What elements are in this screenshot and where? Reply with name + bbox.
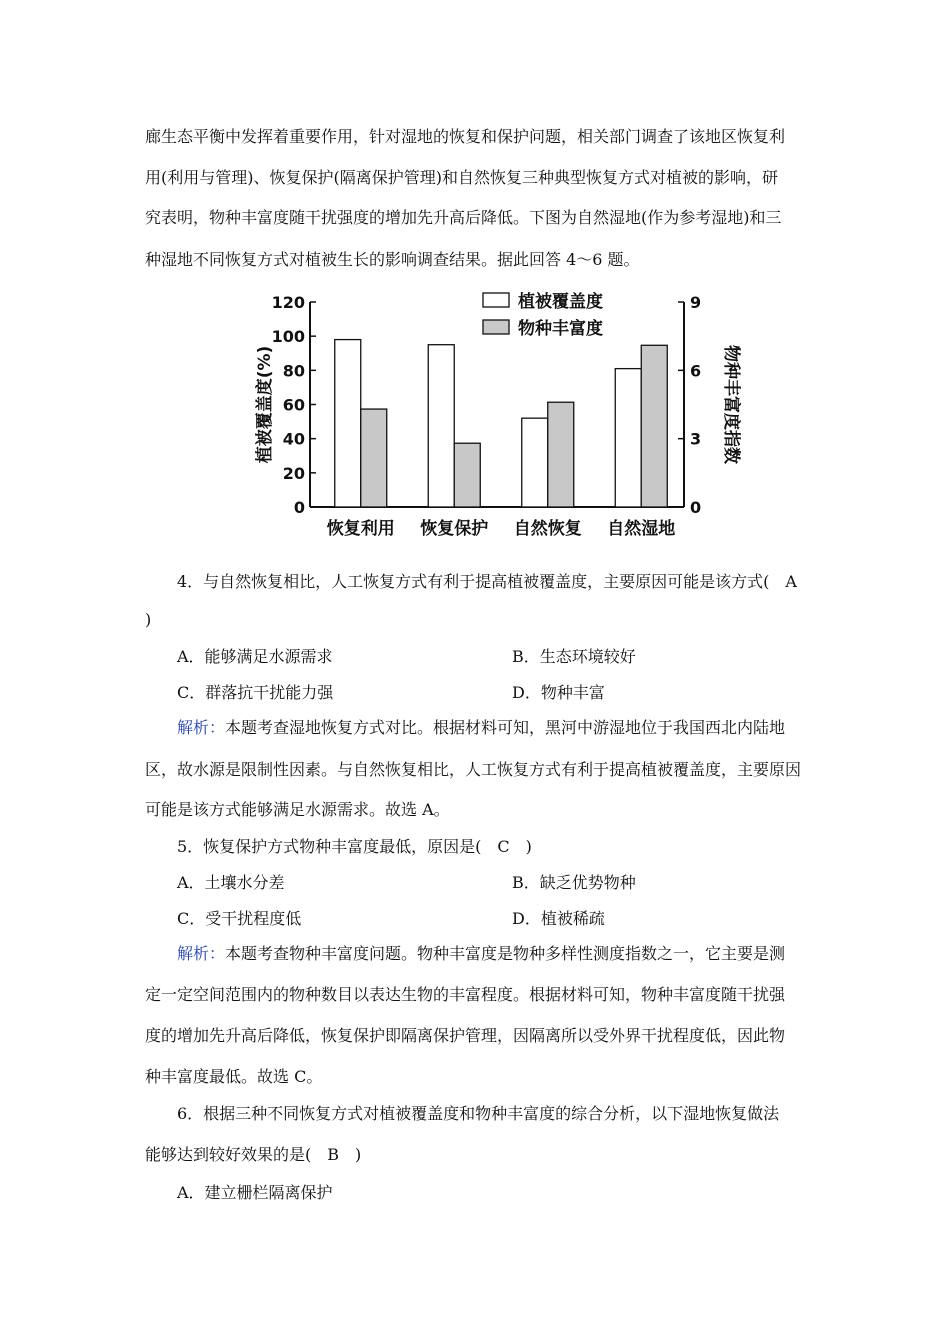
category-label: 恢复利用 — [326, 519, 395, 539]
left-tick-label: 120 — [271, 293, 305, 312]
bar-richness — [548, 402, 574, 507]
legend-swatch — [483, 293, 509, 307]
q5-option-c: C．受干扰程度低 — [177, 909, 302, 928]
left-tick-label: 100 — [271, 327, 305, 347]
intro-line-2: 用(利用与管理)、恢复保护(隔离保护管理)和自然恢复三种典型恢复方式对植被的影响，研 — [145, 168, 778, 187]
category-label: 恢复保护 — [420, 519, 489, 539]
q6-stem-line-2: 能够达到较好效果的是( B ) — [145, 1145, 362, 1164]
q4-stem-line-2: ) — [145, 610, 152, 629]
q5-analysis-line-1 — [177, 944, 785, 964]
q5-option-d: D．植被稀疏 — [512, 909, 605, 928]
legend-label: 植被覆盖度 — [518, 292, 603, 312]
q5-stem: 5．恢复保护方式物种丰富度最低，原因是( C ) — [177, 837, 532, 856]
bar-coverage — [615, 369, 641, 507]
bar-coverage — [522, 418, 548, 507]
category-label: 自然恢复 — [513, 519, 582, 539]
bar-richness — [361, 409, 387, 507]
right-tick-label: 6 — [690, 361, 702, 381]
q5-analysis-label: 解析： — [177, 944, 226, 963]
q5-analysis-line-3: 度的增加先升高后降低，恢复保护即隔离保护管理，因隔离所以受外界干扰程度低，因此物 — [145, 1026, 786, 1045]
right-tick-label: 0 — [690, 498, 702, 517]
left-tick-label: 40 — [282, 429, 305, 449]
legend-label: 物种丰富度 — [518, 319, 603, 339]
q4-stem-line-1: 4．与自然恢复相比，人工恢复方式有利于提高植被覆盖度，主要原因可能是该方式( A — [177, 572, 797, 591]
q5-option-a: A．土壤水分差 — [177, 873, 285, 892]
bar-coverage — [428, 345, 454, 507]
left-tick-label: 80 — [282, 361, 305, 381]
right-tick-label: 3 — [690, 429, 702, 449]
q4-analysis-text-1: 本题考查湿地恢复方式对比。根据材料可知，黑河中游湿地位于我国西北内陆地 — [225, 718, 786, 737]
legend-swatch — [483, 320, 509, 334]
category-label: 自然湿地 — [607, 519, 676, 539]
intro-line-1: 廊生态平衡中发挥着重要作用，针对湿地的恢复和保护问题，相关部门调查了该地区恢复利 — [145, 127, 786, 146]
q5-option-b: B．缺乏优势物种 — [512, 873, 636, 892]
q4-analysis-line-3: 可能是该方式能够满足水源需求。故选 A。 — [145, 800, 450, 819]
intro-line-3: 究表明，物种丰富度随干扰强度的增加先升高后降低。下图为自然湿地(作为参考湿地)和三 — [145, 208, 782, 227]
left-tick-label: 60 — [282, 395, 305, 415]
left-axis-title: 植被覆盖度(%) — [255, 345, 275, 464]
q4-option-a: A．能够满足水源需求 — [177, 647, 333, 666]
bar-richness — [641, 345, 667, 507]
bar-chart — [248, 285, 748, 547]
left-tick-label: 0 — [293, 498, 305, 517]
bar-coverage — [335, 340, 361, 507]
q5-analysis-text-1: 本题考查物种丰富度问题。物种丰富度是物种多样性测度指数之一，它主要是测 — [225, 944, 786, 963]
right-tick-label: 9 — [690, 293, 702, 312]
q5-analysis-line-2: 定一定空间范围内的物种数目以表达生物的丰富程度。根据材料可知，物种丰富度随干扰强 — [145, 985, 786, 1004]
right-axis-title: 物种丰富度指数 — [721, 345, 741, 464]
intro-line-4: 种湿地不同恢复方式对植被生长的影响调查结果。据此回答 4～6 题。 — [145, 250, 640, 269]
q4-analysis-line-1 — [177, 718, 785, 738]
q4-option-c: C．群落抗干扰能力强 — [177, 683, 334, 702]
q6-option-a: A．建立栅栏隔离保护 — [177, 1183, 333, 1202]
bar-richness — [454, 443, 480, 507]
q4-option-d: D．物种丰富 — [512, 683, 605, 702]
q6-stem-line-1: 6．根据三种不同恢复方式对植被覆盖度和物种丰富度的综合分析，以下湿地恢复做法 — [177, 1104, 780, 1123]
left-tick-label: 20 — [282, 463, 305, 483]
q5-analysis-line-4: 种丰富度最低。故选 C。 — [145, 1067, 323, 1086]
q4-option-b: B．生态环境较好 — [512, 647, 636, 666]
q4-analysis-line-2: 区，故水源是限制性因素。与自然恢复相比，人工恢复方式有利于提高植被覆盖度，主要原因 — [145, 760, 802, 779]
q4-analysis-label: 解析： — [177, 718, 226, 737]
